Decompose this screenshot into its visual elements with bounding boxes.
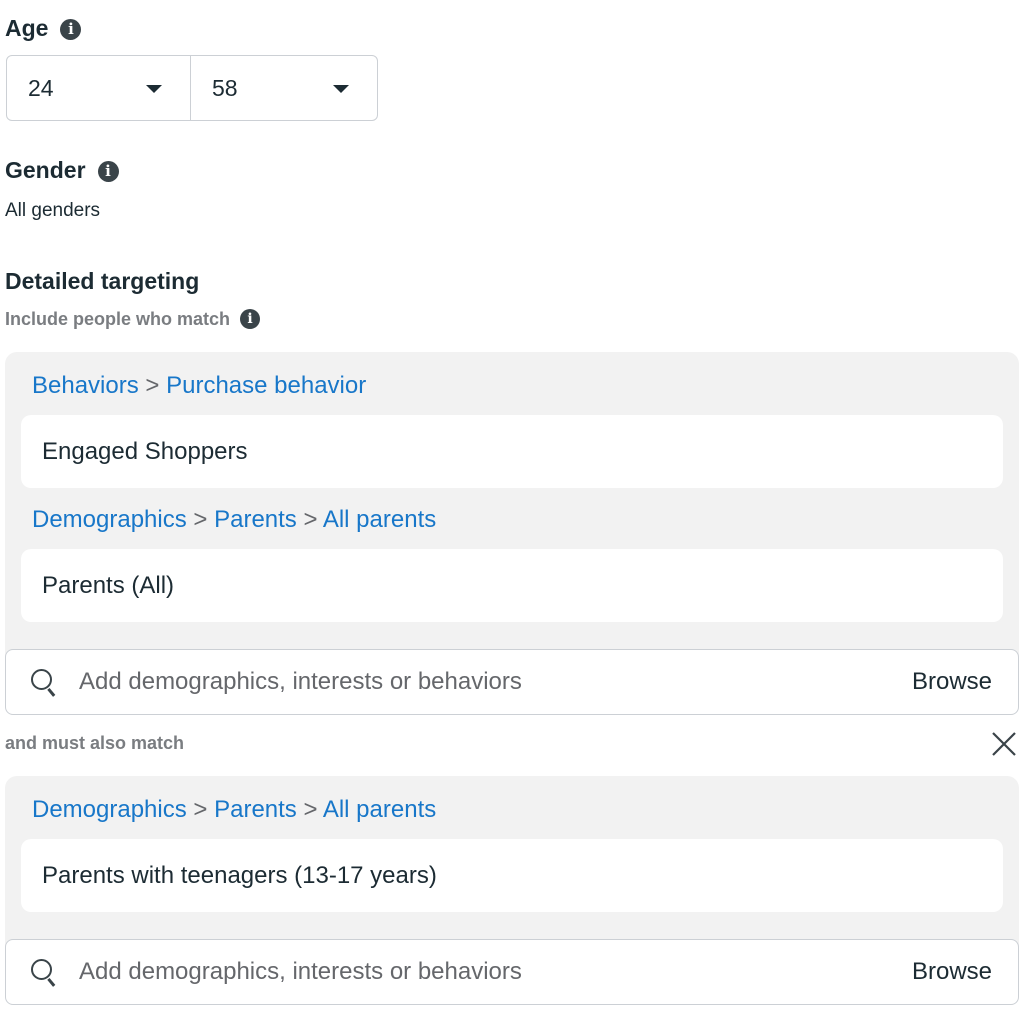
breadcrumb-link[interactable]: Demographics: [32, 796, 187, 823]
breadcrumb-separator: >: [303, 506, 318, 533]
age-min-select[interactable]: [6, 55, 191, 121]
include-label: [5, 309, 260, 330]
breadcrumb: [32, 372, 366, 400]
close-icon[interactable]: [990, 728, 1018, 760]
breadcrumb-link[interactable]: All parents: [322, 796, 437, 823]
gender-label-text: Gender: [5, 157, 86, 183]
detailed-targeting-title: Detailed targeting: [5, 268, 200, 294]
search-icon: [31, 959, 52, 980]
also-match-label: and must also match: [5, 733, 185, 753]
caret-down-icon: [146, 85, 162, 93]
breadcrumb-separator: >: [193, 506, 208, 533]
age-max-select[interactable]: [190, 55, 378, 121]
targeting-search-input[interactable]: [5, 649, 1019, 715]
targeting-search-input[interactable]: [5, 939, 1019, 1005]
info-icon[interactable]: i: [240, 309, 260, 329]
search-icon: [31, 669, 52, 690]
info-icon[interactable]: i: [98, 161, 119, 182]
gender-value: All genders: [5, 200, 101, 221]
info-icon[interactable]: i: [60, 19, 81, 40]
caret-down-icon: [333, 85, 349, 93]
include-label-text: Include people who match: [5, 309, 231, 329]
targeting-item[interactable]: Engaged Shoppers: [21, 415, 1003, 488]
browse-button[interactable]: Browse: [911, 958, 992, 985]
breadcrumb-link[interactable]: Parents: [214, 796, 297, 823]
breadcrumb-link[interactable]: Demographics: [32, 506, 187, 533]
targeting-item[interactable]: Parents (All): [21, 549, 1003, 622]
age-min-value: 24: [28, 74, 54, 101]
targeting-item[interactable]: Parents with teenagers (13-17 years): [21, 839, 1003, 912]
breadcrumb: [32, 796, 436, 824]
breadcrumb-link[interactable]: Behaviors: [32, 372, 139, 399]
targeting-group-1: [5, 352, 1019, 715]
breadcrumb-separator: >: [303, 796, 318, 823]
targeting-group-2: [5, 776, 1019, 1005]
breadcrumb-link[interactable]: All parents: [322, 506, 437, 533]
breadcrumb-separator: >: [145, 372, 160, 399]
gender-label: [5, 157, 119, 184]
search-placeholder: Add demographics, interests or behaviors: [79, 668, 522, 695]
age-label-text: Age: [5, 15, 49, 41]
age-max-value: 58: [212, 74, 238, 101]
breadcrumb-link[interactable]: Parents: [214, 506, 297, 533]
breadcrumb-separator: >: [193, 796, 208, 823]
age-label: [5, 15, 81, 42]
browse-button[interactable]: Browse: [911, 668, 992, 695]
search-placeholder: Add demographics, interests or behaviors: [79, 958, 522, 985]
breadcrumb-link[interactable]: Purchase behavior: [166, 372, 367, 399]
breadcrumb: [32, 506, 436, 534]
